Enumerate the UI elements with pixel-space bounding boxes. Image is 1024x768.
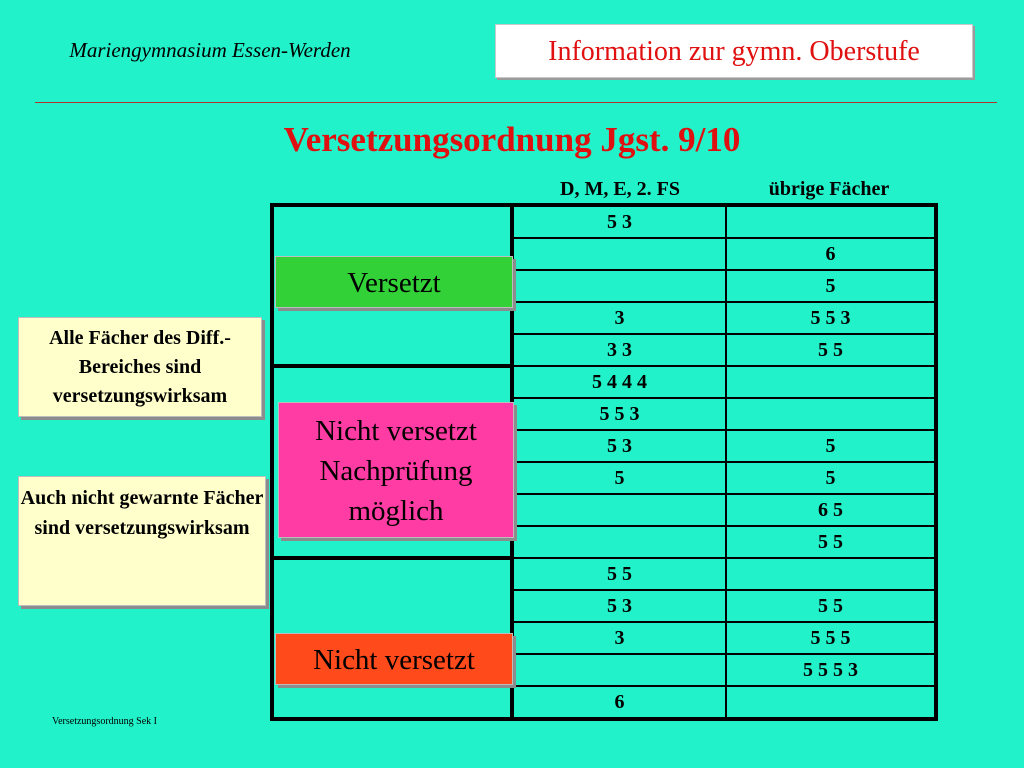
info-banner: Information zur gymn. Oberstufe — [495, 24, 973, 78]
header-divider — [35, 102, 997, 103]
cell-other-subjects: 5 5 5 — [726, 622, 936, 654]
category-nicht-versetzt: Nicht versetzt — [275, 633, 513, 685]
cell-other-subjects: 5 — [726, 462, 936, 494]
note-diff-bereich: Alle Fächer des Diff.-Bereiches sind versetzungswirksam — [18, 317, 262, 417]
cell-other-subjects — [726, 366, 936, 398]
school-name: Mariengymnasium Essen-Werden — [69, 38, 351, 62]
cell-core-subjects — [512, 238, 726, 270]
category-nachpruefung: Nicht versetzt Nachprüfung möglich — [278, 402, 514, 538]
cell-other-subjects — [726, 686, 936, 719]
cell-other-subjects: 6 — [726, 238, 936, 270]
category-versetzt: Versetzt — [275, 256, 513, 308]
cell-core-subjects: 5 5 3 — [512, 398, 726, 430]
cell-core-subjects: 3 3 — [512, 334, 726, 366]
cell-other-subjects: 5 5 — [726, 526, 936, 558]
column-header-core-subjects: D, M, E, 2. FS — [560, 178, 680, 200]
cell-core-subjects: 5 3 — [512, 590, 726, 622]
cell-other-subjects: 5 — [726, 270, 936, 302]
cell-other-subjects: 6 5 — [726, 494, 936, 526]
cell-core-subjects — [512, 654, 726, 686]
cell-core-subjects: 5 — [512, 462, 726, 494]
footer-text: Versetzungsordnung Sek I — [52, 716, 157, 727]
cell-other-subjects: 5 5 — [726, 590, 936, 622]
cell-other-subjects — [726, 205, 936, 238]
cell-core-subjects: 3 — [512, 622, 726, 654]
cell-core-subjects: 5 3 — [512, 205, 726, 238]
cell-core-subjects: 5 5 — [512, 558, 726, 590]
cell-other-subjects: 5 5 — [726, 334, 936, 366]
cell-other-subjects — [726, 398, 936, 430]
cell-core-subjects: 3 — [512, 302, 726, 334]
cell-other-subjects: 5 5 3 — [726, 302, 936, 334]
cell-core-subjects — [512, 494, 726, 526]
column-header-other-subjects: übrige Fächer — [768, 178, 890, 200]
cell-other-subjects: 5 5 5 3 — [726, 654, 936, 686]
table-row — [272, 205, 936, 238]
table-row — [272, 558, 936, 590]
table-row — [272, 366, 936, 398]
cell-core-subjects — [512, 270, 726, 302]
note-ungewarnte-faecher: Auch nicht gewarnte Fächer sind versetzungswirksam — [18, 476, 266, 606]
cell-other-subjects: 5 — [726, 430, 936, 462]
cell-core-subjects — [512, 526, 726, 558]
cell-core-subjects: 5 4 4 4 — [512, 366, 726, 398]
cell-core-subjects: 5 3 — [512, 430, 726, 462]
page-title: Versetzungsordnung Jgst. 9/10 — [283, 120, 741, 159]
cell-other-subjects — [726, 558, 936, 590]
cell-core-subjects: 6 — [512, 686, 726, 719]
